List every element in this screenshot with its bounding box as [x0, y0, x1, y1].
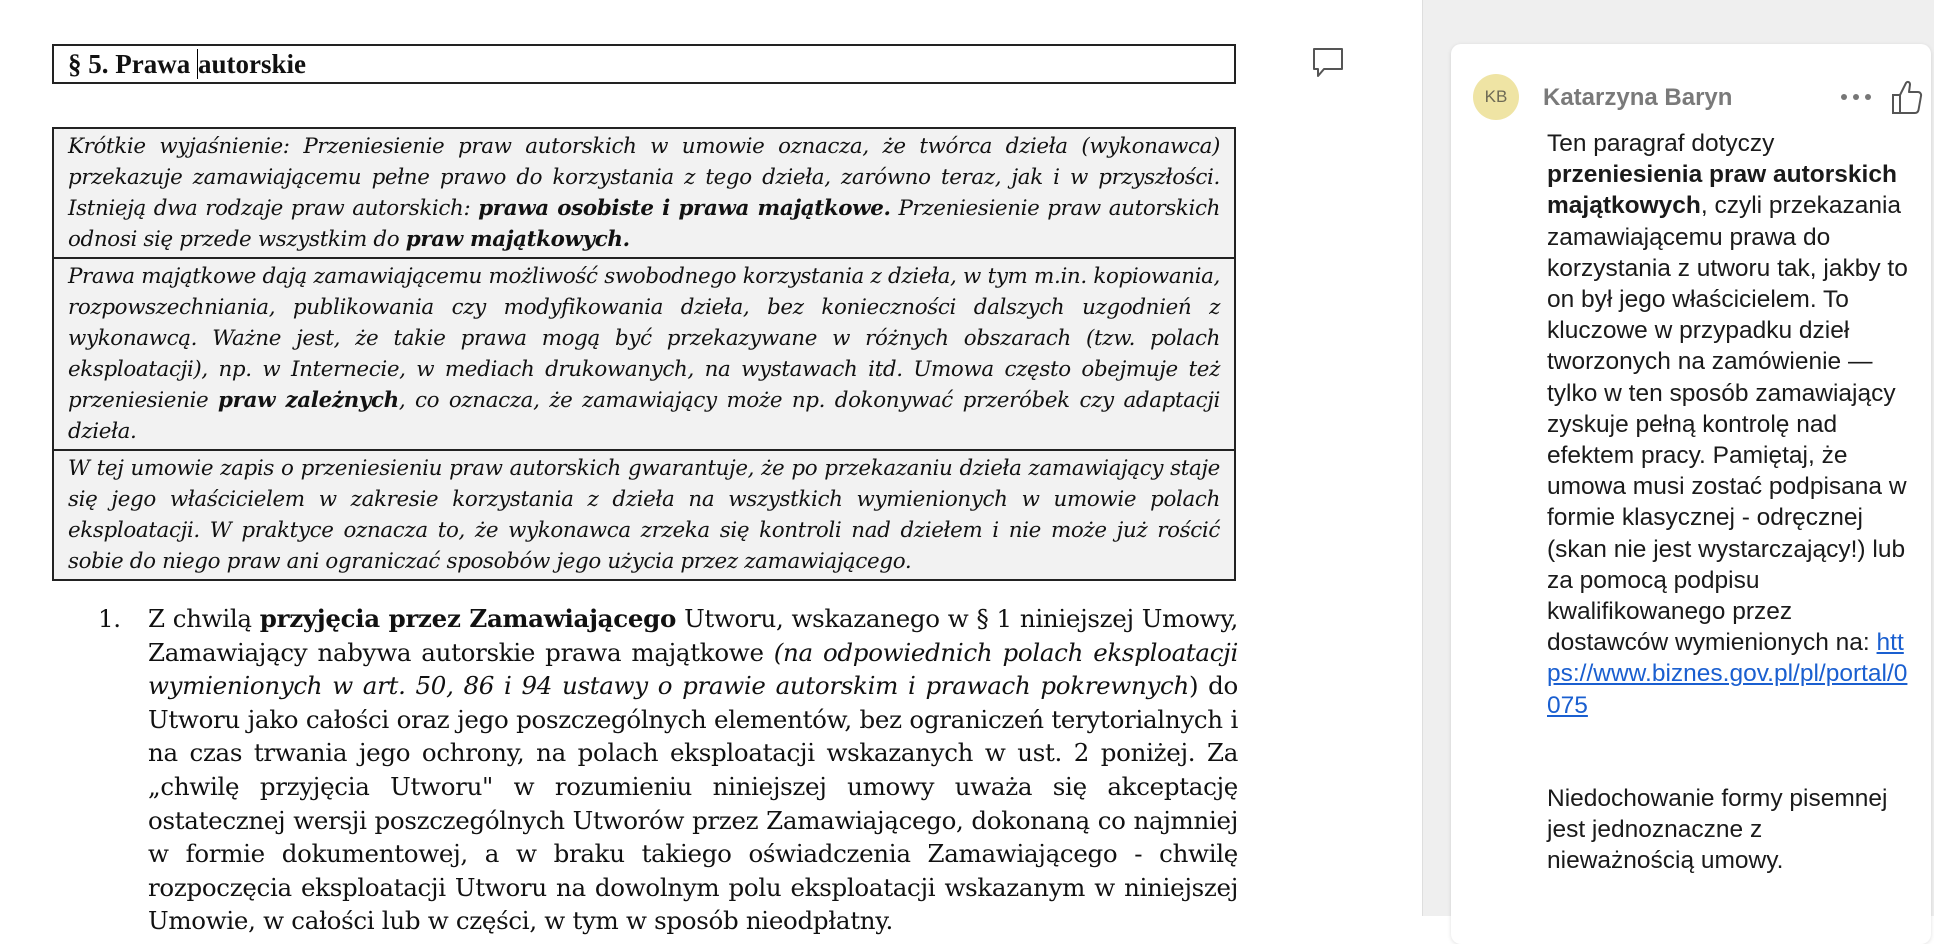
comment-link[interactable]: https://www.biznes.gov.pl/pl/portal/0075 [1547, 629, 1908, 719]
clause-item-1 [98, 602, 1238, 938]
text-run: ) do Utworu jako całości oraz jego poszczególnych elementów, bez ograniczeń terytorialnych i na czas trwania jego ochrony, na polach eksploatacji wskazanych w ust. 2 poniżej. Za „chwilę przyjęcia Utworu" w rozumieniu niniejszej umowy uważa się akceptację ostatecznej wersji poszczególnych Utworów przez Zamawiającego, dokonaną co najmniej w formie dokumentowej, a w braku takiego oświadczenia Zamawiającego - chwilę rozpoczęcia eksploatacji Utworu na dowolnym polu eksploatacji wskazanym w niniejszej Umowie, w całości lub w części, w tym w sposób nieodpłatny. [148, 671, 1238, 936]
heading-text-end: autorskie [197, 49, 306, 79]
text-run: Krótkie wyjaśnienie: Przeniesienie praw autorskich w umowie oznacza, że twórca dzieła (wykonawca) przekazuje zamawiającemu pełne prawo do korzystania z tego dzieła, zarówno teraz, jak i w przyszłości. Istnieją dwa rodzaje praw autorskich: [68, 134, 1220, 221]
comments-panel [1422, 0, 1934, 916]
explanation-paragraph-1 [54, 129, 1234, 257]
avatar: KB [1473, 74, 1519, 120]
bold-run: prawa osobiste i prawa majątkowe. [478, 196, 891, 221]
comment-body [1547, 128, 1911, 876]
text-run: Ten paragraf dotyczy [1547, 130, 1775, 157]
bold-run: przyjęcia przez Zamawiającego [259, 604, 677, 633]
text-run: Prawa majątkowe dają zamawiającemu możliwość swobodnego korzystania z dzieła, w tym m.in. kopiowania, rozpowszechniania, publikowania czy modyfikowania dzieła, bez konieczności dalszych uzgodnień z wykonawcą. Ważne jest, że takie prawa mogą być przekazywane w różnych obszarach (tzw. polach eksploatacji), np. w Internecie, w mediach drukowanych, na wystawach itd. Umowa często obejmuje też przeniesienie [68, 264, 1220, 413]
text-run: Z chwilą [148, 604, 260, 633]
explanation-paragraph-3: W tej umowie zapis o przeniesieniu praw autorskich gwarantuje, że po przekazaniu dzieła zamawiający staje się jego właścicielem w zakresie korzystania z dzieła na wszystkich wymienionych w umowie polach eksploatacji. W praktyce oznacza to, że wykonawca zrzeka się kontroli nad dziełem i nie może już rościć sobie do niego praw ani ograniczać sposobów jego użycia przez zamawiającego. [54, 449, 1234, 579]
text-run: , czyli przekazania zamawiającemu prawa do korzystania z utworu tak, jakby to on był jego właścicielem. To kluczowe w przypadku dzieł tworzonych na zamówienie — tylko w ten sposób zamawiający zyskuje pełną kontrolę nad efektem pracy. Pamiętaj, że umowa musi zostać podpisana w formie klasycznej - odręcznej (skan nie jest wystarczający!) lub za pomocą podpisu kwalifikowanego przez dostawców wymienionych na: [1547, 192, 1908, 657]
section-heading[interactable] [52, 44, 1236, 84]
explanation-paragraph-2 [54, 257, 1234, 449]
comment-paragraph-2: Niedochowanie formy pisemnej jest jednoznaczne z nieważnością umowy. [1547, 784, 1888, 875]
text-run: Przeniesienie praw autorskich odnosi się przede wszystkim do [68, 196, 1221, 252]
comment-bubble-icon[interactable] [1310, 45, 1346, 81]
text-run: , co oznacza, że zamawiający może np. dokonywać przeróbek czy adaptacji dzieła. [68, 388, 1221, 444]
bold-run: praw zależnych [218, 388, 399, 413]
comment-paragraph-1 [1547, 128, 1911, 721]
clause-number: 1. [98, 604, 121, 633]
comment-author: Katarzyna Baryn [1543, 84, 1733, 111]
explanation-box [52, 127, 1236, 581]
italic-run: (na odpowiednich polach eksploatacji wymienionych w art. 50, 86 i 94 ustawy o prawie autorskim i prawach pokrewnych [148, 637, 1238, 701]
clause-text [148, 602, 1238, 938]
text-run: Utworu, wskazanego w § 1 niniejszej Umowy, Zamawiający nabywa autorskie prawa majątkowe [148, 604, 1238, 667]
bold-run: przeniesienia praw autorskich majątkowych [1547, 161, 1897, 220]
bold-run: praw majątkowych. [405, 227, 630, 252]
thumbs-up-icon[interactable] [1891, 78, 1923, 116]
heading-text-start: § 5. Prawa [68, 49, 197, 79]
more-options-icon[interactable] [1841, 90, 1875, 104]
comment-card[interactable] [1451, 44, 1931, 944]
